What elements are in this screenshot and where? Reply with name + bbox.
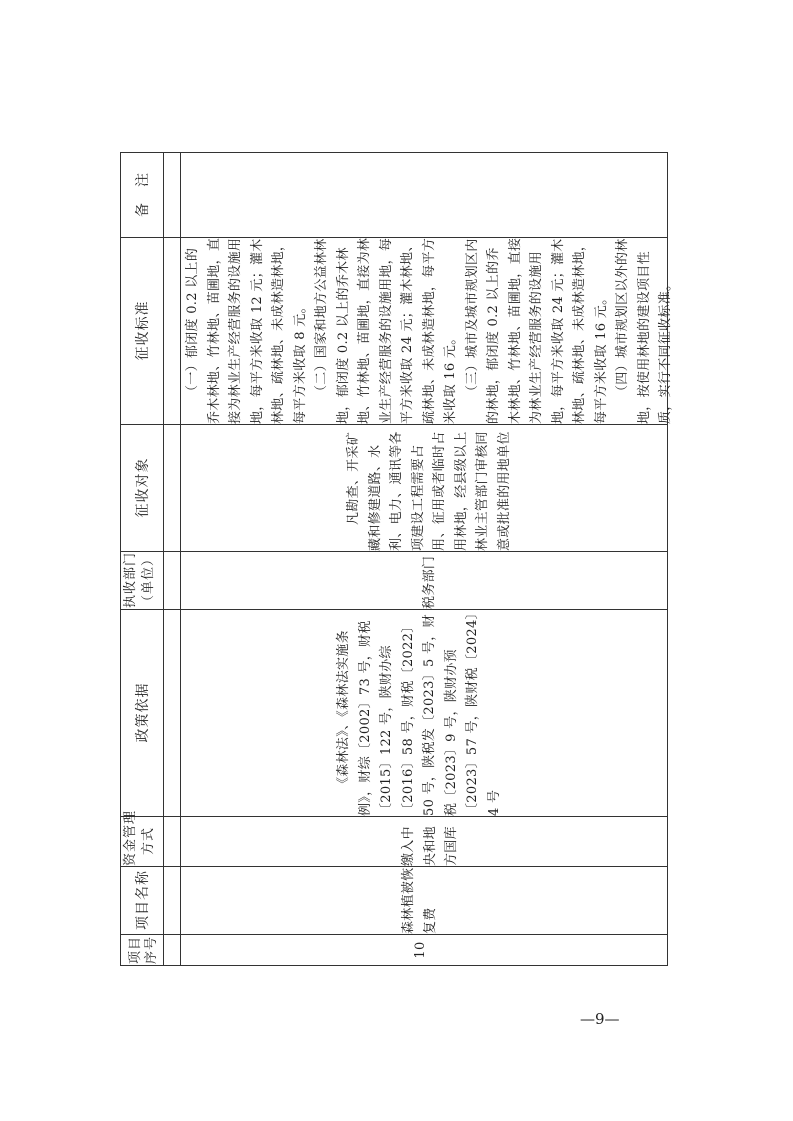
rule-basis xyxy=(120,816,668,817)
rule-header xyxy=(163,152,164,966)
header-remark-cell xyxy=(132,152,152,237)
rule-target xyxy=(120,551,668,552)
header-no: 项目 序号 xyxy=(128,936,159,965)
rule-fund xyxy=(120,866,668,867)
row-no: 10 xyxy=(413,941,428,959)
standard-item-3: （三）城市及城市规划区内的林地，郁闭度 0.2 以上的乔木林地、竹林地、苗圃地，直接为林业生产经营服务的设施用地，每平方米收取 24 元；灌木林地、疏林地、未成林造林地，每平方米收取 16 元。 xyxy=(464,237,609,424)
header-basis-cell xyxy=(132,609,152,816)
rule-name xyxy=(120,934,668,935)
header-name: 项目名称 xyxy=(135,870,151,930)
header-name-cell xyxy=(132,866,152,934)
row-target-text: 凡勘查、开采矿藏和修建道路、水利、电力、通讯等各项建设工程需要占用、征用或者临时占用林地，经县级以上林业主管部门审核同意或批准的用地单位 xyxy=(346,431,512,551)
header-target: 征收对象 xyxy=(135,457,151,518)
row-fund: 缴入中央和地方国库 xyxy=(401,826,459,866)
row-dept: 税务部门 xyxy=(422,555,437,609)
header-basis: 政策依据 xyxy=(135,682,151,743)
row-standard xyxy=(182,237,677,424)
standard-item-1: （一）郁闭度 0.2 以上的乔木林地、竹林地、苗圃地，直接为林业生产经营服务的设施用地，每平方米收取 12 元；灌木林地、疏林地、未成林造林地，每平方米收取 8 元。 xyxy=(185,237,308,424)
rule-blank-row xyxy=(180,152,181,966)
header-dept-cell xyxy=(122,551,158,609)
row-target xyxy=(343,424,515,551)
standard-item-2: （二）国家和地方公益林林地，郁闭度 0.2 以上的乔木林地、竹林地、苗圃地，直接为林业生产经营服务的设施用地，每平方米收取 24 元；灌木林地、疏林地、未成林造林地，每平方米收取 16 元。 xyxy=(314,237,458,424)
header-remark: 备 注 xyxy=(135,172,151,217)
row-basis xyxy=(333,609,505,816)
header-fund: 资金管理 方式 xyxy=(123,809,156,866)
header-standard: 征收标准 xyxy=(135,300,151,361)
header-dept: 执收部门 （单位） xyxy=(123,552,156,609)
header-target-cell xyxy=(132,424,152,551)
header-standard-cell xyxy=(132,237,152,424)
row-basis-text: 《森林法》、《森林法实施条例》，财综〔2002〕73 号，财税〔2015〕122 号，陕财办综〔2016〕58 号，财税〔2022〕50 号，陕税发〔2023〕5 号，财税〔2023〕9 号，陕财办预〔2023〕57 号，陕财税〔2024〕4 号 xyxy=(336,612,502,816)
header-fund-cell xyxy=(122,809,158,866)
header-no-cell xyxy=(128,934,160,966)
row-name: 森林植被恢复费 xyxy=(401,867,438,934)
standard-item-4: （四）城市规划区以外的林地，按使用林地的建设项目性质，实行不同征收标准。 xyxy=(615,238,673,424)
page-number: —9— xyxy=(580,1010,620,1028)
